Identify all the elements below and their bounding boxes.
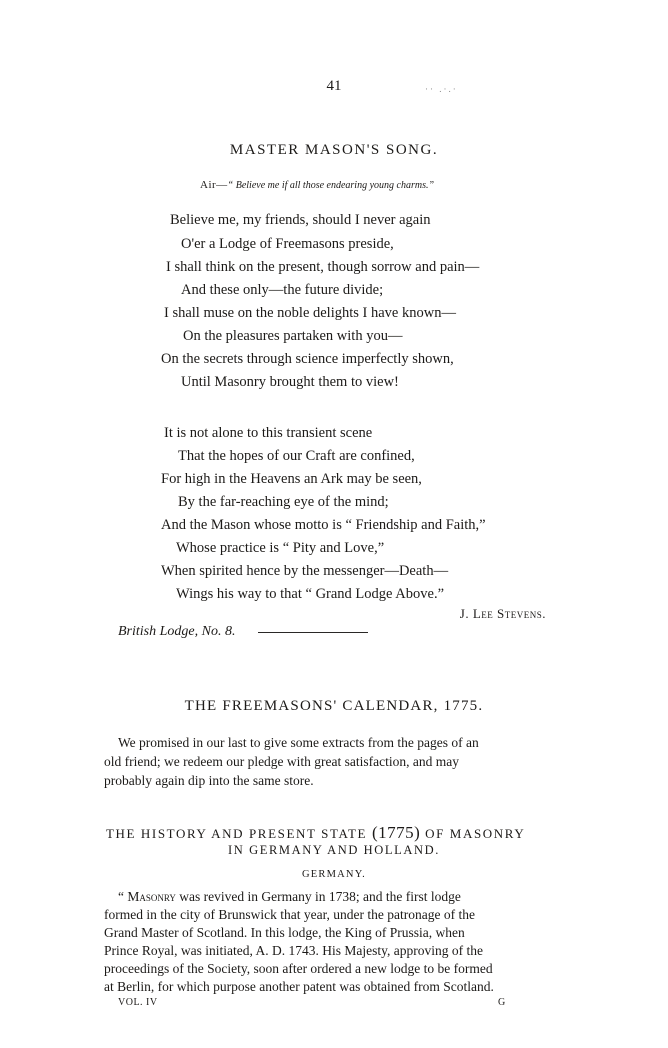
history-heading-line2: IN GERMANY AND HOLLAND. [227,843,441,857]
verse-line: On the pleasures partaken with you— [183,328,403,344]
verse-line: On the secrets through science imperfectly shown, [161,351,454,367]
author-signature: J. Lee Stevens. [459,606,546,621]
verse-line: It is not alone to this transient scene [164,425,373,441]
verse-line: And the Mason whose motto is “ Friendship and Faith,” [161,517,486,533]
sub-heading: GERMANY. [302,869,366,880]
page-number: 41 [326,78,342,94]
print-speck: ·· .·.· [425,84,458,94]
paragraph-line [118,888,461,906]
verse-line: Wings his way to that “ Grand Lodge Above.” [176,586,445,602]
verse-line: That the hopes of our Craft are confined, [178,448,415,464]
air-label: Air— [200,179,228,191]
song-title: MASTER MASON'S SONG. [229,142,439,158]
lodge-line: British Lodge, No. 8. [118,624,236,639]
heading-year: (1775) [371,823,421,842]
air-text: “ Believe me if all those endearing young charms.” [227,180,435,191]
paragraph-line: We promised in our last to give some extracts from the pages of an [118,735,479,750]
verse-line: I shall muse on the noble delights I have known— [164,305,456,321]
paragraph-text: was revived in Germany in 1738; and the first lodge [175,889,461,904]
volume-label: VOL. IV [118,997,158,1008]
paragraph-line: formed in the city of Brunswick that year, under the patronage of the [104,907,475,922]
section-separator [258,632,368,633]
paragraph-line: probably again dip into the same store. [104,773,314,788]
heading-text: OF MASONRY [425,826,526,841]
verse-line: And these only—the future divide; [181,282,384,298]
paragraph-line: old friend; we redeem our pledge with great satisfaction, and may [104,754,460,769]
air-line [200,179,434,191]
calendar-title: THE FREEMASONS' CALENDAR, 1775. [184,698,484,714]
verse-line: Until Masonry brought them to view! [181,374,399,390]
paragraph-lead: “ Masonry [118,889,176,904]
paragraph-line: at Berlin, for which purpose another patent was obtained from Scotland. [104,979,494,994]
verse-line: O'er a Lodge of Freemasons preside, [181,236,394,252]
verse-line: Whose practice is “ Pity and Love,” [176,540,385,556]
verse-line: Believe me, my friends, should I never again [170,212,431,228]
verse-line: When spirited hence by the messenger—Death— [161,563,449,579]
heading-text: THE HISTORY AND PRESENT STATE [106,826,368,841]
signature-mark: G [498,997,506,1008]
paragraph-line: Prince Royal, was initiated, A. D. 1743. His Majesty, approving of the [104,943,483,958]
history-heading [106,823,525,843]
paragraph-line: proceedings of the Society, soon after ordered a new lodge to be formed [104,961,493,976]
verse-line: By the far-reaching eye of the mind; [178,494,389,510]
verse-line: For high in the Heavens an Ark may be seen, [161,471,422,487]
verse-line: I shall think on the present, though sorrow and pain— [166,259,480,275]
paragraph-line: Grand Master of Scotland. In this lodge, the King of Prussia, when [104,925,465,940]
